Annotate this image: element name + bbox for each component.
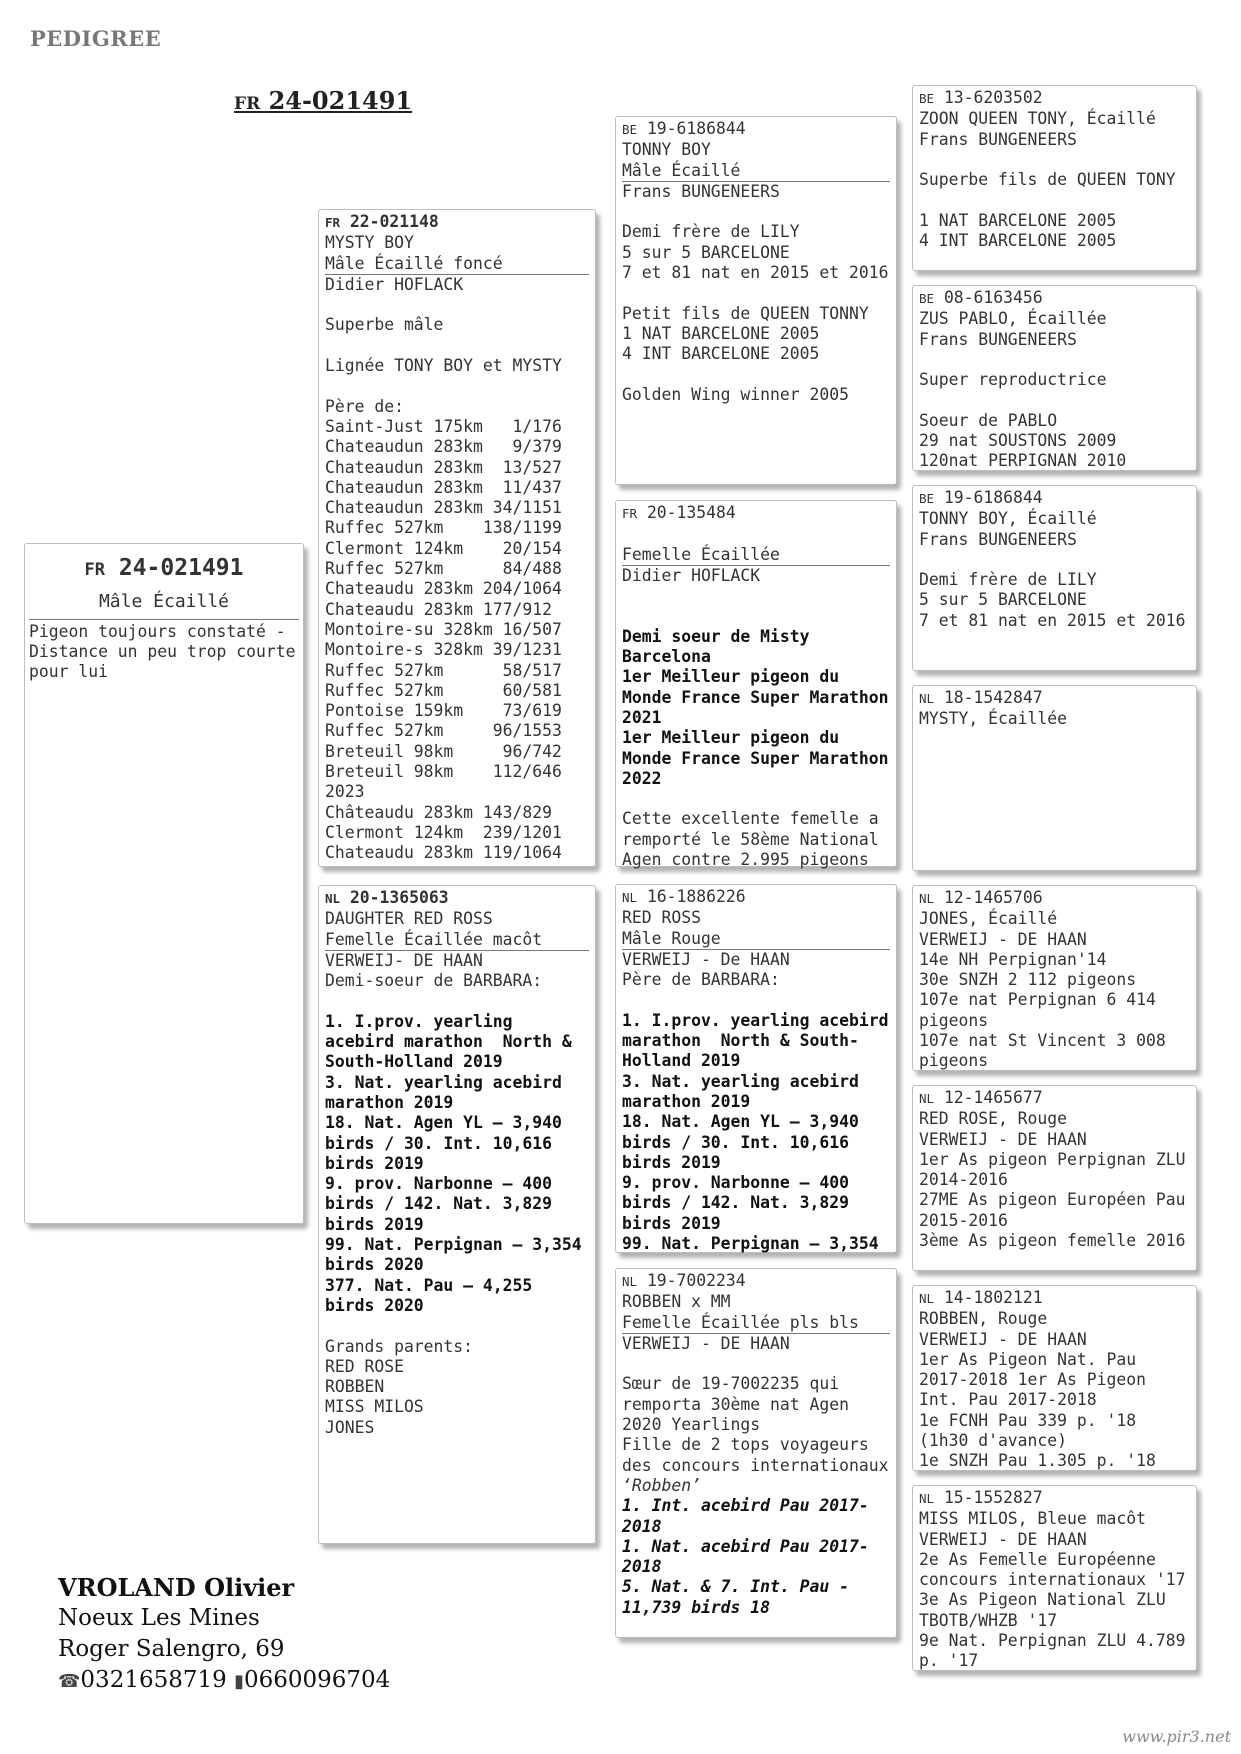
- results: 14e NH Perpignan'14 30e SNZH 2 112 pigeons 107e nat Perpignan 6 414 pigeons 107e nat St Vincent 3 008 pigeons: [919, 949, 1166, 1071]
- sire-sire-text-2: Petit fils de QUEEN TONNY 1 NAT BARCELONE 2005 4 INT BARCELONE 2005: [622, 303, 869, 364]
- dam-sex-color: Femelle Écaillée macôt: [325, 930, 589, 951]
- dam-dam-name: ROBBEN x MM: [622, 1292, 731, 1312]
- sire-result: Ruffec 527km 58/517: [325, 660, 562, 680]
- ring-number: 19-6186844: [646, 119, 746, 138]
- document-title: PEDIGREE: [30, 26, 162, 51]
- sire-dam-dam-card: [912, 685, 1197, 871]
- sire-sire-name: TONNY BOY: [622, 140, 711, 160]
- owner-street: Roger Salengro, 69: [58, 1636, 285, 1662]
- dam-sire-card: [615, 884, 897, 1253]
- ring: [919, 288, 1190, 309]
- dam-dam-results: 1. Int. acebird Pau 2017-2018 1. Nat. acebird Pau 2017-2018 5. Nat. & 7. Int. Pau - 11,739 birds 18: [622, 1496, 869, 1617]
- breeder: Frans BUNGENEERS: [919, 329, 1077, 349]
- sire-result: Chateaudu 283km 204/1064: [325, 579, 562, 599]
- sire-sex-color: Mâle Écaillé foncé: [325, 254, 589, 275]
- dam-intro: Demi-soeur de BARBARA:: [325, 971, 543, 991]
- note: Demi frère de LILY 5 sur 5 BARCELONE 7 et 81 nat en 2015 et 2016: [919, 570, 1186, 630]
- dam-dam-card: [615, 1268, 897, 1638]
- pigeon-name: ZOON QUEEN TONY, Écaillé: [919, 109, 1156, 129]
- results: 1 NAT BARCELONE 2005 4 INT BARCELONE 2005: [919, 210, 1117, 251]
- sire-result: Ruffec 527km 138/1199: [325, 518, 562, 538]
- ring-country: NL: [622, 890, 638, 905]
- telephone-icon: ☎: [58, 1671, 81, 1692]
- sire-result: Chateaudun 283km 13/527: [325, 457, 562, 477]
- sire-result: Pontoise 159km 73/619: [325, 701, 562, 721]
- ring-country: FR: [84, 560, 105, 580]
- ring-country: NL: [325, 891, 341, 906]
- sire-result: Saint-Just 175km 1/176: [325, 416, 562, 436]
- ring-country: BE: [919, 491, 935, 506]
- sire-dam-text: Cette excellente femelle a remporté le 58ème National Agen contre 2.995 pigeons: [622, 809, 889, 870]
- sire-result: Chateaudu 283km 119/1064: [325, 843, 562, 863]
- dam-dam-ring: [622, 1271, 890, 1292]
- owner-phones: [58, 1665, 390, 1697]
- sire-result: Chateaudun 283km 34/1151: [325, 498, 562, 518]
- ring-number: 12-1465677: [943, 1088, 1043, 1107]
- ring: [919, 1088, 1190, 1109]
- ring-number: 19-7002234: [646, 1271, 746, 1290]
- owner-name: VROLAND Olivier: [58, 1573, 295, 1602]
- sire-ring: [325, 212, 589, 233]
- sire-dam-breeder: Didier HOFLACK: [622, 565, 761, 585]
- owner-phone[interactable]: 0321658719: [80, 1667, 227, 1693]
- owner-mobile[interactable]: 0660096704: [243, 1667, 391, 1693]
- mobile-phone-icon: ▮: [234, 1671, 244, 1692]
- note: Super reproductrice: [919, 370, 1107, 390]
- ring-number: 20-1365063: [349, 888, 449, 907]
- sire-results-label: Père de:: [325, 396, 404, 416]
- subject-note: Pigeon toujours constaté - Distance un peu trop courte pour lui: [29, 621, 306, 682]
- footer-site-link[interactable]: www.pir3.net: [1122, 1727, 1231, 1746]
- dam-dam-sire-card: [912, 1285, 1197, 1471]
- dam-grandparent: ROBBEN: [325, 1377, 385, 1397]
- ring-country: NL: [919, 691, 935, 706]
- pigeon-name: ROBBEN, Rouge: [919, 1309, 1048, 1329]
- sire-dam-achievements: Demi soeur de Misty Barcelona 1er Meilleur pigeon du Monde France Super Marathon 2021 1er Meilleur pigeon du Monde France Super Marathon 2022: [622, 626, 889, 788]
- sire-sire-text-1: Demi frère de LILY 5 sur 5 BARCELONE 7 et 81 nat en 2015 et 2016: [622, 222, 889, 283]
- ring-country: BE: [919, 291, 935, 306]
- dam-grandparent: JONES: [325, 1417, 375, 1437]
- ring-country: FR: [622, 506, 638, 521]
- ring-number: 18-1542847: [943, 688, 1043, 707]
- ring-number: 24-021491: [118, 555, 244, 581]
- dam-card: [318, 885, 596, 1544]
- dam-sire-dam-card: [912, 1085, 1197, 1271]
- dam-sire-sex-color: Mâle Rouge: [622, 929, 890, 950]
- ring-country: NL: [919, 891, 935, 906]
- ring-number: 13-6203502: [943, 88, 1043, 107]
- ring-number: 08-6163456: [943, 288, 1043, 307]
- pigeon-name: MISS MILOS, Bleue macôt: [919, 1509, 1146, 1529]
- sire-result: Breteuil 98km 112/646: [325, 762, 562, 782]
- sire-sire-dam-card: [912, 285, 1197, 471]
- dam-breeder: VERWEIJ- DE HAAN: [325, 950, 483, 970]
- sire-result: Châteaudu 283km 143/829: [325, 802, 552, 822]
- ring-country: BE: [622, 122, 638, 137]
- dam-sire-breeder: VERWEIJ - De HAAN: [622, 949, 790, 969]
- dam-dam-sex-color: Femelle Écaillée pls bls: [622, 1313, 890, 1334]
- sire-name: MYSTY BOY: [325, 233, 414, 253]
- sire-text-1: Superbe mâle: [325, 315, 444, 335]
- sire-dam-ring: [622, 503, 890, 524]
- ring-country: NL: [919, 1491, 935, 1506]
- subject-card: [24, 543, 304, 1224]
- results: 1er As Pigeon Nat. Pau 2017-2018 1er As Pigeon Int. Pau 2017-2018 1e FCNH Pau 339 p. '18 (1h30 d'avance) 1e SNZH Pau 1.305 p. '18: [919, 1349, 1156, 1471]
- sire-result: 2023: [325, 782, 365, 802]
- dam-grandparent: RED ROSE: [325, 1356, 404, 1376]
- ring-number: 14-1802121: [943, 1288, 1043, 1307]
- sire-sire-card: [615, 116, 897, 485]
- ring: [919, 688, 1190, 709]
- pigeon-name: RED ROSE, Rouge: [919, 1109, 1068, 1129]
- dam-grandparent: MISS MILOS: [325, 1397, 424, 1417]
- dam-sire-intro: Père de BARBARA:: [622, 970, 780, 990]
- ring-number: 24-021491: [268, 86, 413, 115]
- ring: [919, 1488, 1190, 1509]
- subject-ring: [29, 555, 299, 581]
- sire-result: Clermont 124km 20/154: [325, 538, 562, 558]
- subject-sex-color: Mâle Écaillé: [29, 592, 299, 619]
- ring: [919, 88, 1190, 109]
- ring: [919, 888, 1190, 909]
- pigeon-name: TONNY BOY, Écaillé: [919, 509, 1097, 529]
- results: 1er As pigeon Perpignan ZLU 2014-2016 27ME As pigeon Européen Pau 2015-2016 3ème As pigeon femelle 2016: [919, 1149, 1186, 1251]
- ring: [919, 1288, 1190, 1309]
- sire-result: Ruffec 527km 60/581: [325, 680, 562, 700]
- dam-sire-sire-card: [912, 885, 1197, 1071]
- ring-country: FR: [325, 215, 341, 230]
- owner-city: Noeux Les Mines: [58, 1605, 260, 1631]
- sire-text-2: Lignée TONY BOY et MYSTY: [325, 356, 562, 376]
- sire-sire-sex-color: Mâle Écaillé: [622, 161, 890, 182]
- dam-dam-breeder: VERWEIJ - DE HAAN: [622, 1333, 790, 1353]
- sire-result: Chateaudu 283km 177/912: [325, 599, 552, 619]
- results: 2e As Femelle Européenne concours internationaux '17 3e As Pigeon National ZLU TBOTB/WHZB '17 9e Nat. Perpignan ZLU 4.789 p. '17: [919, 1549, 1186, 1671]
- results: Soeur de PABLO 29 nat SOUSTONS 2009 120nat PERPIGNAN 2010: [919, 410, 1127, 471]
- sire-sire-text-3: Golden Wing winner 2005: [622, 384, 849, 404]
- pigeon-name: JONES, Écaillé: [919, 909, 1058, 929]
- dam-dam-dam-card: [912, 1485, 1197, 1671]
- sire-result: Clermont 124km 239/1201: [325, 822, 562, 842]
- ring-country: NL: [919, 1291, 935, 1306]
- pigeon-name: MYSTY, Écaillée: [919, 709, 1068, 729]
- sire-sire-ring: [622, 119, 890, 140]
- sire-sire-sire-card: [912, 85, 1197, 271]
- breeder: VERWEIJ - DE HAAN: [919, 1529, 1087, 1549]
- dam-ring: [325, 888, 589, 909]
- ring-number: 15-1552827: [943, 1488, 1043, 1507]
- ring-number: 22-021148: [349, 212, 439, 231]
- sire-dam-card: [615, 500, 897, 870]
- breeder: VERWEIJ - DE HAAN: [919, 1129, 1087, 1149]
- sire-dam-sex-color: Femelle Écaillée: [622, 545, 890, 566]
- sire-dam-sire-card: [912, 485, 1197, 671]
- ring-number: 12-1465706: [943, 888, 1043, 907]
- note: Superbe fils de QUEEN TONY: [919, 170, 1176, 190]
- sire-result: Montoire-su 328km 16/507: [325, 619, 562, 639]
- breeder: Frans BUNGENEERS: [919, 529, 1077, 549]
- sire-result: Montoire-s 328km 39/1231: [325, 640, 562, 660]
- dam-name: DAUGHTER RED ROSS: [325, 909, 493, 929]
- ring-country: NL: [919, 1091, 935, 1106]
- pigeon-name: ZUS PABLO, Écaillée: [919, 309, 1107, 329]
- dam-dam-italic-note: ‘Robben’: [622, 1475, 701, 1495]
- sire-sire-breeder: Frans BUNGENEERS: [622, 181, 780, 201]
- ring-number: 19-6186844: [943, 488, 1043, 507]
- dam-grandparents-label: Grands parents:: [325, 1336, 474, 1356]
- sire-result: Breteuil 98km 96/742: [325, 741, 562, 761]
- sire-result: Ruffec 527km 96/1553: [325, 721, 562, 741]
- breeder: VERWEIJ - DE HAAN: [919, 1329, 1087, 1349]
- dam-sire-name: RED ROSS: [622, 908, 701, 928]
- dam-sire-ring: [622, 887, 890, 908]
- sire-breeder: Didier HOFLACK: [325, 274, 464, 294]
- ring-country: BE: [919, 91, 935, 106]
- ring: [919, 488, 1190, 509]
- ring-country: NL: [622, 1274, 638, 1289]
- dam-results: 1. I.prov. yearling acebird marathon North & South-Holland 2019 3. Nat. yearling acebird marathon 2019 18. Nat. Agen YL – 3,940 birds / 30. Int. 10,616 birds 2019 9. prov. Narbonne – 400 birds / 142. Nat. 3,829 birds 2019 99. Nat. Perpignan – 3,354 birds 2020 377. Nat. Pau – 4,255 birds 2020: [325, 1011, 582, 1315]
- ring-country: FR: [234, 94, 261, 114]
- sire-result: Ruffec 527km 84/488: [325, 559, 562, 579]
- ring-number: 16-1886226: [646, 887, 746, 906]
- dam-dam-text: Sœur de 19-7002235 qui remporta 30ème nat Agen 2020 Yearlings Fille de 2 tops voyageurs des concours internationaux: [622, 1374, 889, 1475]
- dam-sire-results: 1. I.prov. yearling acebird marathon North & South-Holland 2019 3. Nat. yearling acebird marathon 2019 18. Nat. Agen YL – 3,940 birds / 30. Int. 10,616 birds 2019 9. prov. Narbonne – 400 birds / 142. Nat. 3,829 birds 2019 99. Nat. Perpignan – 3,354: [622, 1010, 889, 1254]
- owner-block: [58, 1572, 390, 1697]
- main-ring-number: [234, 86, 412, 115]
- sire-card: [318, 209, 596, 867]
- ring-number: 20-135484: [646, 503, 736, 522]
- sire-result: Chateaudun 283km 9/379: [325, 437, 562, 457]
- breeder: VERWEIJ - DE HAAN: [919, 929, 1087, 949]
- sire-result: Chateaudun 283km 11/437: [325, 477, 562, 497]
- breeder: Frans BUNGENEERS: [919, 129, 1077, 149]
